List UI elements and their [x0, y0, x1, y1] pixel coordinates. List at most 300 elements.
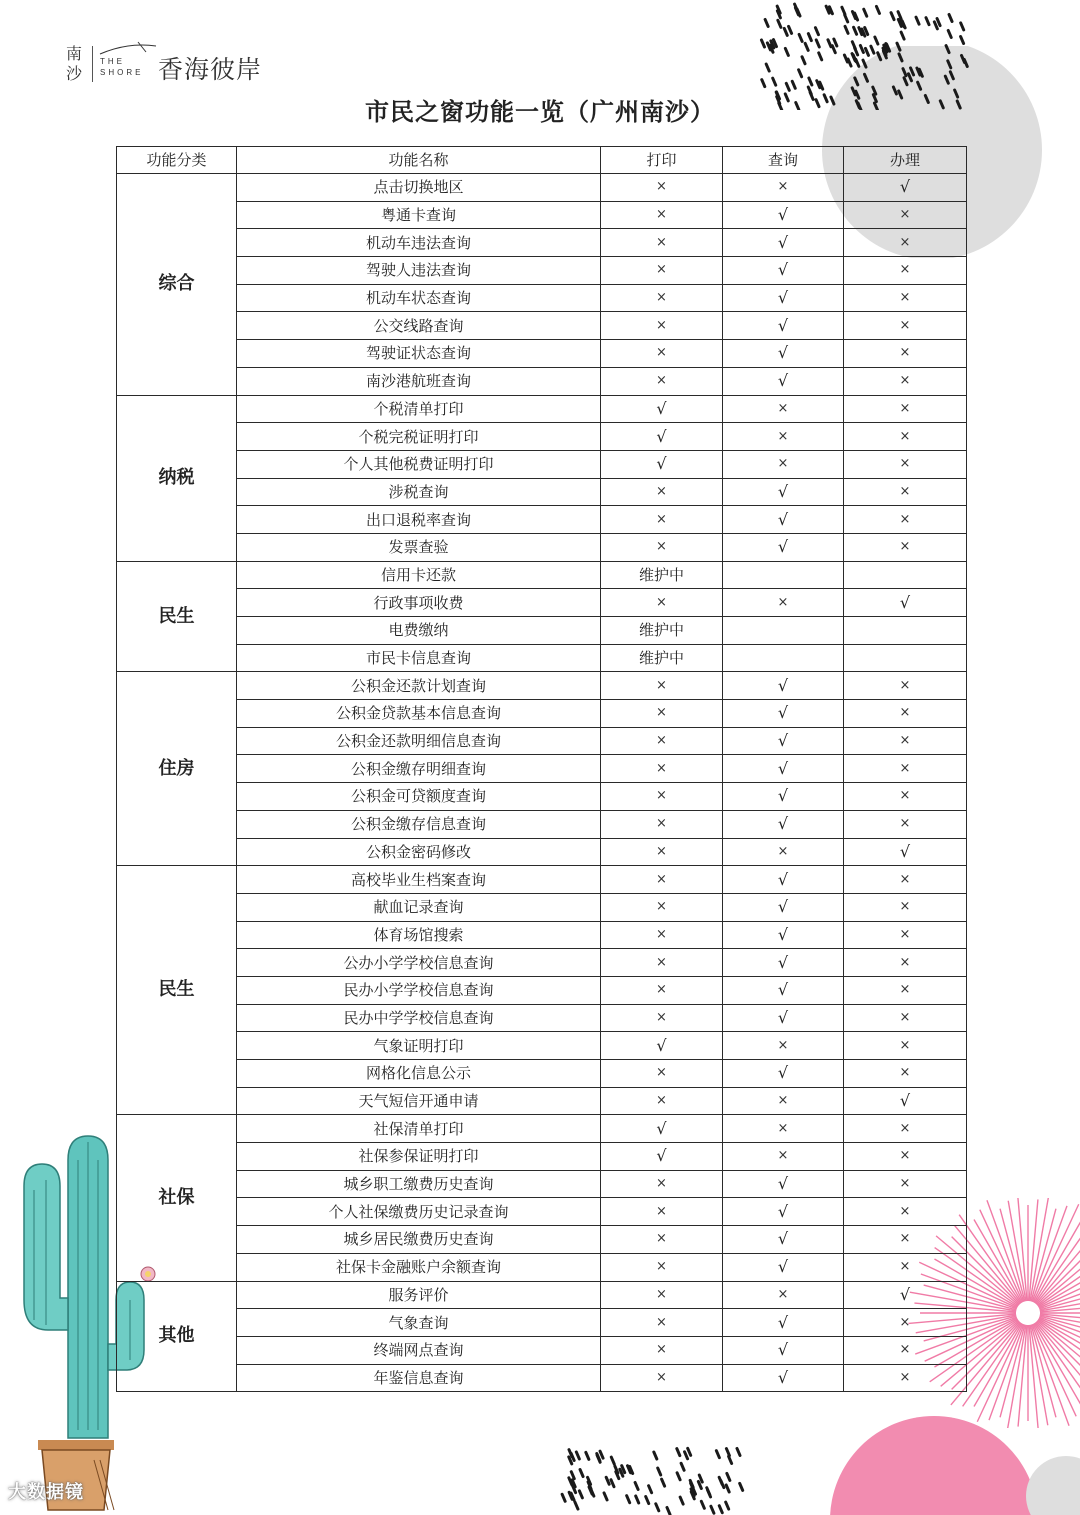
- decor-dash: [766, 64, 769, 71]
- function-name-cell: 公办小学学校信息查询: [237, 949, 601, 977]
- function-name-cell: 年鉴信息查询: [237, 1364, 601, 1392]
- handle-cell: √: [844, 174, 967, 202]
- table-row: [117, 1143, 967, 1171]
- handle-cell: ×: [844, 893, 967, 921]
- handle-cell: √: [844, 1281, 967, 1309]
- print-cell: ×: [601, 1060, 723, 1088]
- query-cell: [723, 561, 844, 589]
- query-cell: ×: [723, 395, 844, 423]
- query-cell: ×: [723, 1281, 844, 1309]
- table-row: [117, 949, 967, 977]
- decor-dash: [611, 1480, 614, 1487]
- function-name-cell: 行政事项收费: [237, 589, 601, 617]
- decor-dash: [832, 46, 835, 53]
- logo-chinese-name: 香海彼岸: [158, 55, 263, 84]
- query-cell: √: [723, 893, 844, 921]
- decor-dash: [636, 1496, 639, 1503]
- handle-cell: [844, 644, 967, 672]
- print-cell: ×: [601, 257, 723, 285]
- decor-dash: [667, 1507, 670, 1514]
- decor-dash: [805, 43, 808, 50]
- handle-cell: ×: [844, 284, 967, 312]
- decor-dash: [716, 1451, 719, 1458]
- handle-cell: [844, 561, 967, 589]
- print-cell: ×: [601, 589, 723, 617]
- table-row: [117, 478, 967, 506]
- decor-dash: [852, 42, 855, 49]
- query-cell: ×: [723, 423, 844, 451]
- query-cell: √: [723, 949, 844, 977]
- function-name-cell: 社保参保证明打印: [237, 1143, 601, 1171]
- table-row: [117, 838, 967, 866]
- function-name-cell: 献血记录查询: [237, 893, 601, 921]
- decor-dash: [677, 1473, 680, 1480]
- function-name-cell: 民办中学学校信息查询: [237, 1004, 601, 1032]
- query-cell: ×: [723, 1143, 844, 1171]
- decor-dash: [575, 1502, 578, 1509]
- table-row: [117, 1198, 967, 1226]
- table-row: [117, 589, 967, 617]
- table-row: [117, 1364, 967, 1392]
- table-row: [117, 783, 967, 811]
- function-name-cell: 社保卡金融账户余额查询: [237, 1253, 601, 1281]
- table-row: [117, 1170, 967, 1198]
- function-name-cell: 出口退税率查询: [237, 506, 601, 534]
- brand-logo: [66, 40, 306, 90]
- header-query: 查询: [723, 147, 844, 174]
- table-row: [117, 727, 967, 755]
- decor-dash: [719, 1506, 722, 1513]
- print-cell: ×: [601, 700, 723, 728]
- handle-cell: ×: [844, 1198, 967, 1226]
- query-cell: [723, 644, 844, 672]
- function-name-cell: 天气短信开通申请: [237, 1087, 601, 1115]
- query-cell: √: [723, 478, 844, 506]
- decor-dash: [799, 70, 802, 77]
- table-row: [117, 1336, 967, 1364]
- handle-cell: ×: [844, 1004, 967, 1032]
- decor-dash: [646, 1497, 649, 1504]
- decor-dash: [934, 22, 937, 29]
- decor-dash: [792, 81, 795, 88]
- logo-nansha-text: 南沙: [66, 44, 83, 83]
- decor-dash: [726, 1485, 729, 1492]
- table-row: [117, 1032, 967, 1060]
- query-cell: √: [723, 1004, 844, 1032]
- function-name-cell: 服务评价: [237, 1281, 601, 1309]
- decor-burst-ray: [959, 1215, 1021, 1303]
- decor-dash: [562, 1494, 565, 1501]
- function-name-cell: 民办小学学校信息查询: [237, 976, 601, 1004]
- function-name-cell: 信用卡还款: [237, 561, 601, 589]
- decor-dash: [778, 20, 781, 27]
- query-cell: √: [723, 755, 844, 783]
- print-cell: ×: [601, 1087, 723, 1115]
- decor-dash: [727, 1473, 730, 1480]
- handle-cell: ×: [844, 755, 967, 783]
- query-cell: √: [723, 783, 844, 811]
- print-cell: ×: [601, 783, 723, 811]
- function-name-cell: 气象证明打印: [237, 1032, 601, 1060]
- handle-cell: ×: [844, 1336, 967, 1364]
- query-cell: √: [723, 229, 844, 257]
- page-title: 市民之窗功能一览（广州南沙）: [365, 98, 715, 126]
- print-cell: ×: [601, 727, 723, 755]
- decor-dash: [576, 1452, 579, 1459]
- handle-cell: ×: [844, 727, 967, 755]
- print-cell: 维护中: [601, 561, 723, 589]
- table-row: [117, 174, 967, 202]
- function-name-cell: 机动车状态查询: [237, 284, 601, 312]
- handle-cell: ×: [844, 1364, 967, 1392]
- table-row: [117, 810, 967, 838]
- handle-cell: √: [844, 838, 967, 866]
- decor-dash: [773, 78, 776, 85]
- decor-dash: [897, 43, 900, 50]
- handle-cell: ×: [844, 700, 967, 728]
- handle-cell: ×: [844, 1253, 967, 1281]
- decor-dash: [677, 1449, 680, 1456]
- decor-dash: [948, 61, 951, 68]
- print-cell: ×: [601, 367, 723, 395]
- function-name-cell: 公积金缴存明细查询: [237, 755, 601, 783]
- handle-cell: ×: [844, 1115, 967, 1143]
- function-name-cell: 城乡职工缴费历史查询: [237, 1170, 601, 1198]
- print-cell: ×: [601, 229, 723, 257]
- decor-dash: [875, 37, 878, 44]
- handle-cell: ×: [844, 976, 967, 1004]
- table-row: [117, 561, 967, 589]
- decor-dash: [903, 69, 906, 76]
- print-cell: √: [601, 1115, 723, 1143]
- table-row: [117, 340, 967, 368]
- decor-dash: [761, 40, 764, 47]
- print-cell: ×: [601, 838, 723, 866]
- table-row: [117, 1309, 967, 1337]
- print-cell: 维护中: [601, 644, 723, 672]
- decor-dash: [891, 13, 894, 20]
- print-cell: ×: [601, 1336, 723, 1364]
- decor-dash: [898, 12, 901, 19]
- function-name-cell: 个税完税证明打印: [237, 423, 601, 451]
- decor-dash: [878, 53, 881, 60]
- query-cell: √: [723, 1060, 844, 1088]
- decor-dash: [765, 19, 768, 26]
- handle-cell: ×: [844, 1060, 967, 1088]
- print-cell: ×: [601, 1253, 723, 1281]
- decor-dash: [961, 55, 964, 62]
- header-handle: 办理: [844, 147, 967, 174]
- query-cell: ×: [723, 450, 844, 478]
- decor-dash: [740, 1483, 743, 1490]
- decor-dash: [926, 18, 929, 25]
- handle-cell: ×: [844, 257, 967, 285]
- handle-cell: ×: [844, 810, 967, 838]
- decor-dash: [961, 36, 964, 43]
- function-name-cell: 粤通卡查询: [237, 201, 601, 229]
- table-row: [117, 976, 967, 1004]
- decor-dash: [627, 1496, 630, 1503]
- handle-cell: ×: [844, 1226, 967, 1254]
- decor-dash: [901, 32, 904, 39]
- decor-dash: [809, 78, 812, 85]
- function-name-cell: 驾驶证状态查询: [237, 340, 601, 368]
- decor-dash: [784, 28, 787, 35]
- decor-dash: [845, 15, 848, 22]
- decor-dash: [658, 1468, 661, 1475]
- print-cell: ×: [601, 921, 723, 949]
- decor-dash: [611, 1457, 614, 1464]
- decor-dash: [855, 78, 858, 85]
- function-name-cell: 公积金缴存信息查询: [237, 810, 601, 838]
- decor-dash: [606, 1477, 609, 1484]
- decor-dash: [579, 1491, 582, 1498]
- decor-dash: [680, 1497, 683, 1504]
- decor-dash: [949, 14, 952, 21]
- table-row: [117, 506, 967, 534]
- decor-dash: [789, 26, 792, 33]
- print-cell: √: [601, 1032, 723, 1060]
- decor-dash: [961, 23, 964, 30]
- handle-cell: ×: [844, 367, 967, 395]
- function-name-cell: 终端网点查询: [237, 1336, 601, 1364]
- print-cell: ×: [601, 340, 723, 368]
- decor-dash: [950, 72, 953, 79]
- print-cell: ×: [601, 1309, 723, 1337]
- query-cell: ×: [723, 1115, 844, 1143]
- query-cell: √: [723, 340, 844, 368]
- decor-dash: [834, 39, 837, 46]
- print-cell: √: [601, 395, 723, 423]
- logo-the-shore-text: THE SHORE: [100, 57, 144, 77]
- query-cell: √: [723, 533, 844, 561]
- print-cell: ×: [601, 312, 723, 340]
- category-cell: 其他: [117, 1281, 237, 1392]
- table-row: [117, 921, 967, 949]
- decor-dash: [711, 1506, 714, 1513]
- function-name-cell: 个税清单打印: [237, 395, 601, 423]
- decor-dash: [871, 46, 874, 53]
- table-row: [117, 1253, 967, 1281]
- decor-dash: [719, 1477, 722, 1484]
- print-cell: ×: [601, 1226, 723, 1254]
- query-cell: √: [723, 1253, 844, 1281]
- decor-dash: [762, 80, 765, 87]
- table-row: [117, 755, 967, 783]
- handle-cell: ×: [844, 1143, 967, 1171]
- print-cell: ×: [601, 755, 723, 783]
- table-row: [117, 395, 967, 423]
- function-name-cell: 电费缴纳: [237, 617, 601, 645]
- function-name-cell: 市民卡信息查询: [237, 644, 601, 672]
- handle-cell: ×: [844, 506, 967, 534]
- decor-dash: [845, 26, 848, 33]
- function-name-cell: 公积金可贷额度查询: [237, 783, 601, 811]
- decor-dash: [729, 1456, 732, 1463]
- handle-cell: ×: [844, 1309, 967, 1337]
- decor-dash: [815, 28, 818, 35]
- table-row: [117, 617, 967, 645]
- decor-dash: [808, 34, 811, 41]
- header-print: 打印: [601, 147, 723, 174]
- print-cell: ×: [601, 672, 723, 700]
- decor-dash: [828, 40, 831, 47]
- table-row: [117, 1060, 967, 1088]
- decor-dash: [856, 59, 859, 66]
- handle-cell: ×: [844, 340, 967, 368]
- function-name-cell: 公积金还款计划查询: [237, 672, 601, 700]
- watermark-text: 大数据镜: [8, 1482, 84, 1503]
- print-cell: ×: [601, 284, 723, 312]
- query-cell: √: [723, 1336, 844, 1364]
- print-cell: ×: [601, 1364, 723, 1392]
- table-row: [117, 284, 967, 312]
- query-cell: ×: [723, 838, 844, 866]
- handle-cell: ×: [844, 395, 967, 423]
- print-cell: √: [601, 423, 723, 451]
- decor-dash: [948, 30, 951, 37]
- query-cell: √: [723, 700, 844, 728]
- handle-cell: ×: [844, 229, 967, 257]
- decor-dash: [937, 19, 940, 26]
- decor-dash: [635, 1482, 638, 1489]
- table-row: [117, 644, 967, 672]
- decor-dash: [864, 9, 867, 16]
- function-name-cell: 驾驶人违法查询: [237, 257, 601, 285]
- decor-dash: [918, 82, 921, 89]
- handle-cell: ×: [844, 921, 967, 949]
- decor-dash: [945, 76, 948, 83]
- decor-dash: [860, 45, 863, 52]
- function-name-cell: 点击切换地区: [237, 174, 601, 202]
- print-cell: ×: [601, 1198, 723, 1226]
- decor-dash: [737, 1448, 740, 1455]
- query-cell: √: [723, 976, 844, 1004]
- handle-cell: ×: [844, 312, 967, 340]
- query-cell: √: [723, 1309, 844, 1337]
- handle-cell: ×: [844, 533, 967, 561]
- table-row: [117, 450, 967, 478]
- table-row: [117, 672, 967, 700]
- function-name-cell: 涉税查询: [237, 478, 601, 506]
- function-name-cell: 机动车违法查询: [237, 229, 601, 257]
- print-cell: ×: [601, 1170, 723, 1198]
- decor-dash-pattern-bottom: [548, 1444, 748, 1515]
- decor-dash: [571, 1472, 574, 1479]
- print-cell: ×: [601, 893, 723, 921]
- decor-dash: [688, 1448, 691, 1455]
- query-cell: ×: [723, 1032, 844, 1060]
- category-cell: 综合: [117, 174, 237, 396]
- query-cell: √: [723, 1170, 844, 1198]
- print-cell: ×: [601, 1004, 723, 1032]
- function-name-cell: 个人社保缴费历史记录查询: [237, 1198, 601, 1226]
- print-cell: √: [601, 450, 723, 478]
- category-cell: 民生: [117, 866, 237, 1115]
- decor-dash: [844, 55, 847, 62]
- table-row: [117, 1281, 967, 1309]
- category-cell: 住房: [117, 672, 237, 866]
- query-cell: √: [723, 866, 844, 894]
- function-table: [116, 146, 967, 1392]
- decor-dash: [865, 74, 868, 81]
- table-row: [117, 700, 967, 728]
- handle-cell: √: [844, 589, 967, 617]
- query-cell: ×: [723, 589, 844, 617]
- table-row: [117, 1004, 967, 1032]
- query-cell: √: [723, 672, 844, 700]
- query-cell: √: [723, 727, 844, 755]
- function-name-cell: 公积金还款明细信息查询: [237, 727, 601, 755]
- handle-cell: √: [844, 1087, 967, 1115]
- print-cell: ×: [601, 174, 723, 202]
- handle-cell: ×: [844, 478, 967, 506]
- table-row: [117, 257, 967, 285]
- decor-dash: [580, 1470, 583, 1477]
- function-name-cell: 网格化信息公示: [237, 1060, 601, 1088]
- decor-dash: [842, 7, 845, 14]
- print-cell: 维护中: [601, 617, 723, 645]
- handle-cell: ×: [844, 1032, 967, 1060]
- category-cell: 社保: [117, 1115, 237, 1281]
- query-cell: √: [723, 921, 844, 949]
- function-name-cell: 南沙港航班查询: [237, 367, 601, 395]
- decor-dash: [586, 1452, 589, 1459]
- table-row: [117, 1226, 967, 1254]
- function-name-cell: 气象查询: [237, 1309, 601, 1337]
- decor-burst-ray: [1018, 1198, 1027, 1301]
- handle-cell: ×: [844, 423, 967, 451]
- print-cell: ×: [601, 1281, 723, 1309]
- print-cell: ×: [601, 810, 723, 838]
- table-row: [117, 229, 967, 257]
- decor-dash: [681, 1463, 684, 1470]
- query-cell: ×: [723, 174, 844, 202]
- handle-cell: ×: [844, 783, 967, 811]
- decor-dash: [854, 27, 857, 34]
- decor-dash: [786, 83, 789, 90]
- header-category: 功能分类: [117, 147, 237, 174]
- handle-cell: ×: [844, 201, 967, 229]
- function-name-cell: 高校毕业生档案查询: [237, 866, 601, 894]
- table-row: [117, 1115, 967, 1143]
- decor-dash: [726, 1502, 729, 1509]
- table-row: [117, 866, 967, 894]
- decor-dash: [597, 1455, 600, 1462]
- decor-dash: [816, 40, 819, 47]
- query-cell: √: [723, 810, 844, 838]
- category-cell: 纳税: [117, 395, 237, 561]
- handle-cell: ×: [844, 672, 967, 700]
- table-row: [117, 312, 967, 340]
- decor-dash: [911, 68, 914, 75]
- decor-dash: [904, 78, 907, 85]
- print-cell: ×: [601, 949, 723, 977]
- decor-dash: [649, 1486, 652, 1493]
- handle-cell: ×: [844, 450, 967, 478]
- decor-dash: [685, 1452, 688, 1459]
- handle-cell: [844, 617, 967, 645]
- query-cell: ×: [723, 1087, 844, 1115]
- decor-dash: [726, 1449, 729, 1456]
- function-name-cell: 公交线路查询: [237, 312, 601, 340]
- print-cell: ×: [601, 506, 723, 534]
- decor-burst-ray: [963, 1323, 1022, 1407]
- decor-dash: [865, 48, 868, 55]
- decor-dash: [600, 1451, 603, 1458]
- print-cell: ×: [601, 478, 723, 506]
- query-cell: √: [723, 312, 844, 340]
